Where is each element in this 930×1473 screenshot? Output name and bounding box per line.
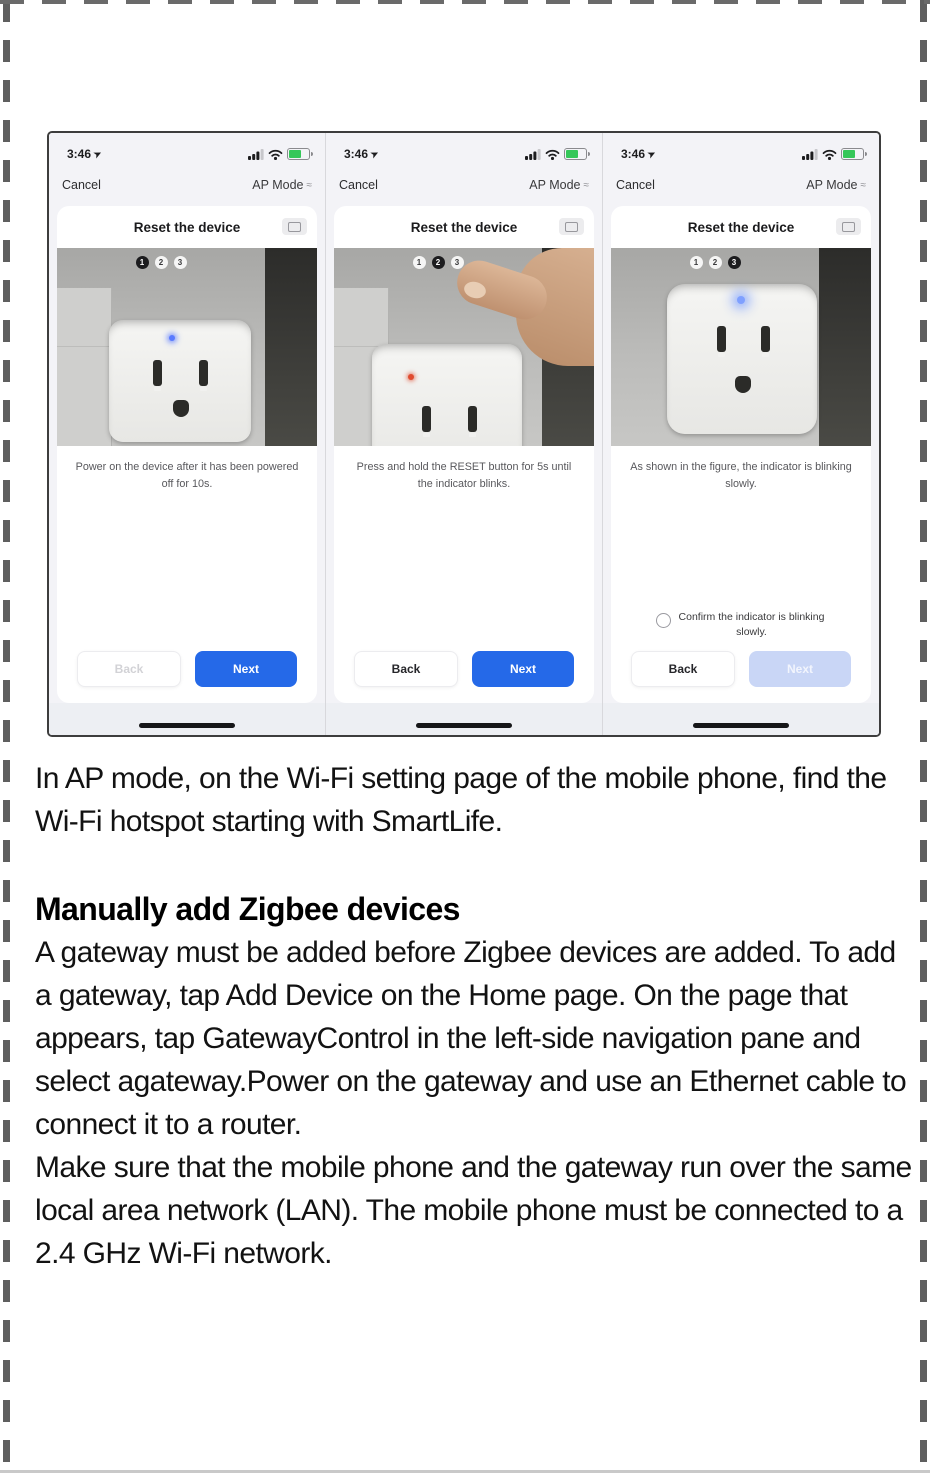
reset-card — [57, 206, 317, 703]
nav-row — [326, 171, 602, 199]
outlet-slot — [199, 360, 208, 386]
back-button[interactable]: Back — [354, 651, 458, 687]
photo-dark-edge — [819, 248, 871, 446]
outlet-ground-hole — [735, 376, 751, 393]
battery-icon — [841, 148, 864, 160]
carousel-pagination — [334, 256, 542, 269]
status-bar — [603, 133, 879, 171]
card-title: Reset the device — [410, 219, 518, 235]
phone-screenshot-step2 — [325, 133, 602, 735]
cellular-signal-icon — [248, 149, 264, 160]
outlet-slot — [717, 326, 726, 352]
cellular-signal-icon — [525, 149, 541, 160]
section-heading: Manually add Zigbee devices — [35, 891, 460, 927]
outlet-slot — [422, 406, 431, 432]
ap-mode-selector[interactable] — [252, 178, 312, 192]
smart-plug-illustration — [109, 320, 251, 442]
step-caption: As shown in the figure, the indicator is blinking slowly. — [630, 461, 852, 490]
card-title: Reset the device — [133, 219, 241, 235]
status-time: 3:46 — [621, 147, 646, 161]
smart-plug-illustration — [667, 284, 817, 434]
back-button[interactable]: Back — [77, 651, 181, 687]
phone-bottom-area — [326, 703, 602, 735]
page-dot-3: 3 — [174, 256, 187, 269]
page-dot-1: 1 — [690, 256, 703, 269]
manual-text-section — [35, 757, 912, 1275]
ap-mode-dropdown-icon: ≈ — [583, 179, 589, 191]
wall-plate — [57, 288, 112, 446]
device-photo-step1 — [57, 248, 317, 446]
next-button-disabled[interactable]: Next — [749, 651, 851, 687]
phone-screenshot-step1 — [49, 133, 325, 735]
ap-mode-label: AP Mode — [529, 178, 581, 192]
indicator-led-blue — [169, 335, 175, 341]
phone-screenshot-step3 — [602, 133, 879, 735]
page-dot-1: 1 — [136, 256, 149, 269]
ap-mode-dropdown-icon: ≈ — [860, 179, 866, 191]
indicator-led-red — [408, 374, 414, 380]
nav-row — [603, 171, 879, 199]
wifi-icon — [822, 149, 837, 160]
carousel-pagination — [57, 256, 265, 269]
home-indicator[interactable] — [416, 723, 512, 728]
battery-icon — [564, 148, 587, 160]
lan-paragraph: Make sure that the mobile phone and the gateway run over the same local area network (LAN). The mobile phone must be connected to a 2.4 GHz Wi-Fi network. — [35, 1151, 912, 1270]
phone-bottom-area — [603, 703, 879, 735]
illustration-toggle-icon[interactable] — [282, 218, 307, 235]
page-dashed-border-right — [920, 0, 927, 1473]
ap-mode-dropdown-icon: ≈ — [306, 179, 312, 191]
battery-icon — [287, 148, 310, 160]
page-dot-3: 3 — [728, 256, 741, 269]
page-dot-2: 2 — [709, 256, 722, 269]
outlet-slot — [468, 406, 477, 432]
cancel-button[interactable]: Cancel — [62, 178, 101, 192]
status-bar — [326, 133, 602, 171]
indicator-led-blue-blinking — [737, 296, 745, 304]
confirm-label: Confirm the indicator is blinking slowly. — [678, 610, 825, 639]
status-time: 3:46 — [67, 147, 92, 161]
ap-mode-label: AP Mode — [806, 178, 858, 192]
device-photo-step2 — [334, 248, 594, 446]
home-indicator[interactable] — [139, 723, 235, 728]
location-arrow-icon: ➤ — [646, 147, 658, 160]
next-button[interactable]: Next — [195, 651, 297, 687]
cancel-button[interactable]: Cancel — [339, 178, 378, 192]
back-button[interactable]: Back — [631, 651, 735, 687]
location-arrow-icon: ➤ — [369, 147, 381, 160]
wifi-icon — [545, 149, 560, 160]
next-button[interactable]: Next — [472, 651, 574, 687]
page-dot-2: 2 — [432, 256, 445, 269]
page-dot-3: 3 — [451, 256, 464, 269]
location-arrow-icon: ➤ — [92, 147, 104, 160]
outlet-slot — [153, 360, 162, 386]
cancel-button[interactable]: Cancel — [616, 178, 655, 192]
gateway-paragraph: A gateway must be added before Zigbee devices are added. To add a gateway, tap Add Device on the Home page. On the page that appears, tap GatewayControl in the left-side navigation pane and select agateway.Power on the gateway and use an Ethernet cable to connect it to a router. — [35, 936, 907, 1141]
status-bar — [49, 133, 325, 171]
nav-row — [49, 171, 325, 199]
radio-button-icon[interactable] — [656, 613, 671, 628]
ap-mode-paragraph: In AP mode, on the Wi-Fi setting page of the mobile phone, find the Wi-Fi hotspot starting with SmartLife. — [35, 762, 887, 838]
step-caption: Power on the device after it has been powered off for 10s. — [75, 461, 299, 490]
cellular-signal-icon — [802, 149, 818, 160]
phone-bottom-area — [49, 703, 325, 735]
illustration-toggle-icon[interactable] — [836, 218, 861, 235]
step-caption: Press and hold the RESET button for 5s until the indicator blinks. — [356, 461, 572, 490]
home-indicator[interactable] — [693, 723, 789, 728]
confirm-indicator-option[interactable] — [611, 610, 871, 652]
carousel-pagination — [611, 256, 819, 269]
ap-mode-selector[interactable] — [806, 178, 866, 192]
reset-device-screenshots-panel — [47, 131, 881, 737]
photo-dark-edge — [265, 248, 317, 446]
illustration-toggle-icon[interactable] — [559, 218, 584, 235]
page-dashed-border-top — [0, 0, 930, 4]
page-dot-1: 1 — [413, 256, 426, 269]
page-dot-2: 2 — [155, 256, 168, 269]
card-title: Reset the device — [687, 219, 795, 235]
outlet-ground-hole — [173, 400, 189, 417]
reset-card — [334, 206, 594, 703]
page-dashed-border-left — [3, 0, 10, 1473]
ap-mode-selector[interactable] — [529, 178, 589, 192]
status-time: 3:46 — [344, 147, 369, 161]
reset-card — [611, 206, 871, 703]
outlet-slot — [761, 326, 770, 352]
wifi-icon — [268, 149, 283, 160]
ap-mode-label: AP Mode — [252, 178, 304, 192]
device-photo-step3 — [611, 248, 871, 446]
